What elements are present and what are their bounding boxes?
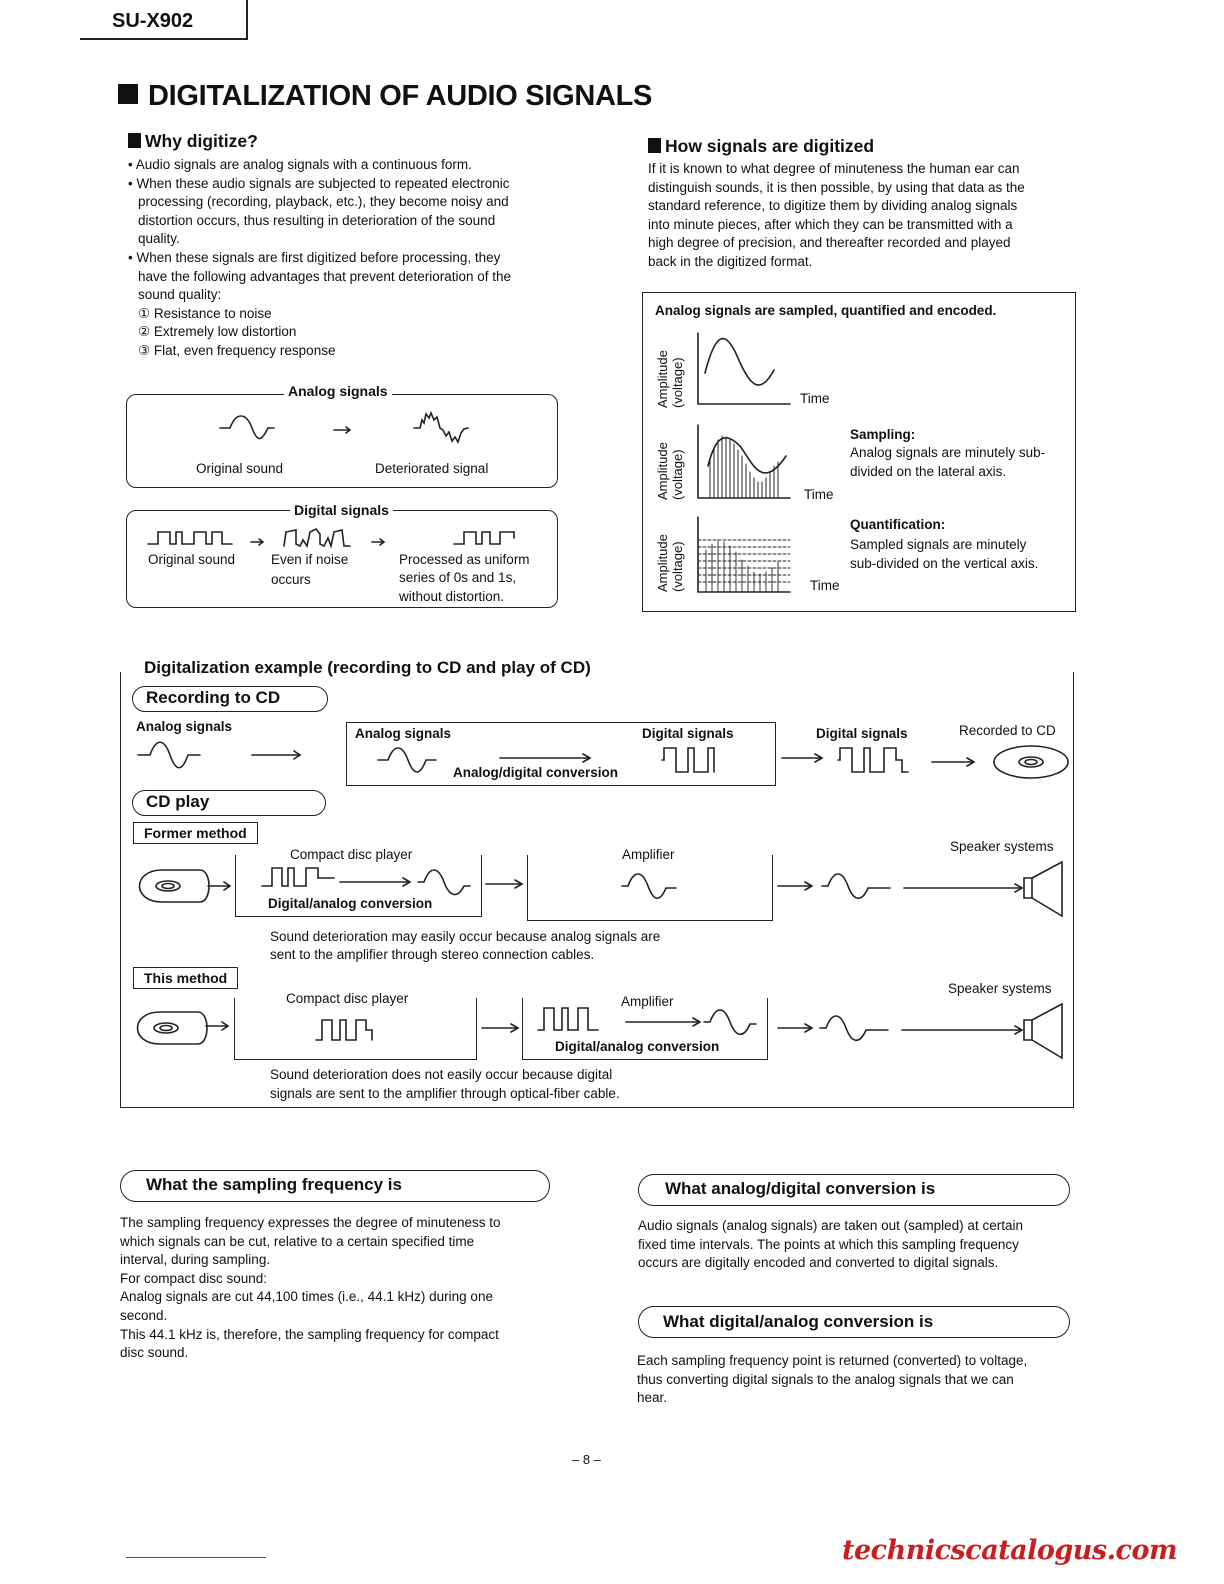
sampling-freq-heading: What the sampling frequency is <box>146 1175 402 1194</box>
amplitude-label: Amplitude <box>655 442 670 500</box>
digital-proc-label-3: without distortion. <box>399 589 505 604</box>
former-note-1: Sound deterioration may easily occur because analog signals are <box>270 929 661 944</box>
cd-disc-icon <box>140 870 210 902</box>
former-da-label: Digital/analog conversion <box>268 896 433 911</box>
model-number: SU-X902 <box>112 10 194 32</box>
time-label-2: Time <box>804 487 834 502</box>
sampling-freq-line: For compact disc sound: <box>120 1270 268 1286</box>
arrow-icon <box>778 1024 812 1032</box>
why-line: processing (recording, playback, etc.), they become noisy and <box>138 194 509 210</box>
sine-wave-icon <box>822 874 890 898</box>
arrow-icon <box>251 539 263 545</box>
why-line: sound quality: <box>138 287 222 303</box>
time-label-3: Time <box>810 578 840 593</box>
pulse-train-icon <box>148 532 232 544</box>
arrow-icon <box>902 1026 1022 1034</box>
pulse-train-icon <box>454 532 514 544</box>
sample-lines <box>710 436 778 498</box>
sine-wave-icon <box>418 870 470 895</box>
why-line: distortion occurs, thus resulting in deterioration of the sound <box>138 212 496 228</box>
recorded-to-cd-label: Recorded to CD <box>959 723 1056 738</box>
this-method-tag: This method <box>133 967 238 989</box>
digital-original-label: Original sound <box>148 552 236 567</box>
why-line: • When these signals are first digitized before processing, they <box>128 249 501 265</box>
this-note-2: signals are sent to the amplifier through optical-fiber cable. <box>270 1086 620 1101</box>
quantization-grid <box>698 540 790 592</box>
da-conv-line: Each sampling frequency point is returned (converted) to voltage, <box>637 1353 1028 1368</box>
arrow-icon <box>208 882 230 890</box>
da-conv-text <box>637 1352 1073 1408</box>
arrow-icon <box>206 1022 228 1030</box>
recording-label: Recording to CD <box>146 688 281 707</box>
time-label-1: Time <box>800 391 830 406</box>
voltage-label: (voltage) <box>670 357 685 408</box>
analog-deteriorated-label: Deteriorated signal <box>375 461 489 476</box>
footer-rule <box>126 1557 266 1558</box>
sine-wave-icon <box>820 1016 888 1040</box>
sine-wave-icon <box>378 748 436 772</box>
digital-box-title: Digital signals <box>290 501 393 520</box>
sampling-freq-line: Analog signals are cut 44,100 times (i.e., 44.1 kHz) during one <box>120 1289 493 1305</box>
former-amplifier-label: Amplifier <box>619 846 678 865</box>
arrow-icon <box>482 1024 518 1032</box>
page-title-text: DIGITALIZATION OF AUDIO SIGNALS <box>148 80 653 112</box>
pulse-train-icon <box>316 1020 372 1040</box>
da-conv-line: thus converting digital signals to the analog signals that we can <box>637 1371 1014 1387</box>
arrow-icon <box>782 754 822 762</box>
pulse-train-icon <box>662 748 714 772</box>
sampling-freq-text <box>120 1214 554 1363</box>
sampling-freq-line: which signals can be cut, relative to a certain specified time <box>120 1233 475 1249</box>
sampling-heading: Sampling: <box>850 427 916 442</box>
arrow-icon <box>932 758 974 766</box>
arrow-icon <box>778 882 812 890</box>
quant-heading: Quantification: <box>850 517 946 532</box>
arrow-icon <box>486 880 522 888</box>
ad-conv-line: Audio signals (analog signals) are taken out (sampled) at certain <box>638 1218 1023 1233</box>
rec-analog-label: Analog signals <box>136 719 233 734</box>
arrow-icon <box>372 539 384 545</box>
ad-conversion-label: Analog/digital conversion <box>453 765 619 780</box>
quant-desc-1: Sampled signals are minutely <box>850 537 1027 552</box>
digital-noise-label-2: occurs <box>271 572 311 587</box>
example-title: Digitalization example (recording to CD and play of CD) <box>140 658 595 678</box>
cd-disc-icon <box>138 1012 208 1044</box>
this-speakers-label: Speaker systems <box>948 981 1052 996</box>
how-line: distinguish sounds, it is then possible, by using that data as the <box>648 179 1025 195</box>
analog-box-title: Analog signals <box>284 382 392 401</box>
pulse-train-icon <box>262 868 334 886</box>
ad-box-analog-label: Analog signals <box>355 726 452 741</box>
why-line: ② Extremely low distortion <box>138 324 297 340</box>
how-line: If it is known to what degree of minuteness the human ear can <box>648 161 1020 176</box>
ad-conv-text <box>638 1217 1074 1273</box>
quant-desc-2: sub-divided on the vertical axis. <box>850 556 1039 571</box>
why-heading-text: Why digitize? <box>145 131 258 151</box>
page-number: – 8 – <box>572 1452 601 1467</box>
pulse-train-icon <box>838 748 908 772</box>
how-heading-text: How signals are digitized <box>665 136 875 156</box>
sine-wave-icon <box>705 339 774 385</box>
why-line: • Audio signals are analog signals with a continuous form. <box>128 157 472 172</box>
digital-noise-label-1: Even if noise <box>271 552 349 567</box>
why-line: have the following advantages that prevent deterioration of the <box>138 268 512 284</box>
arrow-icon <box>252 751 300 759</box>
arrow-icon <box>334 427 350 433</box>
why-line: • When these audio signals are subjected to repeated electronic <box>128 175 510 191</box>
voltage-label: (voltage) <box>670 449 685 500</box>
da-conv-heading: What digital/analog conversion is <box>663 1312 934 1331</box>
amplitude-label: Amplitude <box>655 350 670 408</box>
how-line: back in the digitized format. <box>648 253 813 269</box>
sampling-desc-1: Analog signals are minutely sub- <box>850 445 1046 460</box>
why-line: ③ Flat, even frequency response <box>138 342 336 358</box>
cd-play-label: CD play <box>146 792 210 811</box>
former-speakers-label: Speaker systems <box>950 839 1054 854</box>
sampling-freq-line: interval, during sampling. <box>120 1252 271 1268</box>
sampling-freq-line: second. <box>120 1307 168 1323</box>
voltage-label: (voltage) <box>670 541 685 592</box>
former-method-tag: Former method <box>133 822 258 844</box>
noisy-pulse-icon <box>284 529 350 546</box>
sine-wave-icon <box>622 874 676 898</box>
sampling-freq-line: disc sound. <box>120 1345 189 1361</box>
arrow-icon <box>904 884 1022 892</box>
how-line: into minute pieces, after which they can be transmitted with a <box>648 216 1013 232</box>
noisy-wave-icon <box>414 413 468 442</box>
ad-conv-heading: What analog/digital conversion is <box>665 1179 936 1198</box>
pulse-train-icon <box>538 1008 598 1030</box>
why-line: quality. <box>138 231 180 247</box>
sampling-freq-line: The sampling frequency expresses the degree of minuteness to <box>120 1215 501 1230</box>
why-line: ① Resistance to noise <box>138 305 272 321</box>
sampling-desc-2: divided on the lateral axis. <box>850 464 1007 479</box>
amplitude-label: Amplitude <box>655 534 670 592</box>
how-line: standard reference, to digitize them by dividing analog signals <box>648 198 1018 214</box>
da-conv-line: hear. <box>637 1390 668 1406</box>
sampling-box-title: Analog signals are sampled, quantified and encoded. <box>655 303 997 318</box>
digital-proc-label-2: series of 0s and 1s, <box>399 570 517 585</box>
arrow-icon <box>626 1018 700 1026</box>
cd-disc-icon <box>994 746 1068 778</box>
how-line: high degree of precision, and thereafter recorded and played <box>648 235 1011 251</box>
rec-digital-label: Digital signals <box>816 726 908 741</box>
sine-wave-icon <box>220 416 274 439</box>
this-amplifier-label: Amplifier <box>618 993 677 1012</box>
site-watermark[interactable]: technicscatalogus.com <box>842 1535 1178 1566</box>
axis-icon <box>698 425 790 498</box>
ad-conv-line: fixed time intervals. The points at which this sampling frequency <box>638 1236 1019 1252</box>
this-note-1: Sound deterioration does not easily occur because digital <box>270 1067 613 1082</box>
this-da-label: Digital/analog conversion <box>555 1039 720 1054</box>
former-note-2: sent to the amplifier through stereo connection cables. <box>270 947 595 962</box>
former-cd-player-label: Compact disc player <box>287 846 415 865</box>
this-cd-player-label: Compact disc player <box>283 990 411 1009</box>
digital-proc-label-1: Processed as uniform <box>399 552 530 567</box>
sine-wave-icon <box>138 742 200 768</box>
ad-conv-line: occurs are digitally encoded and converted to digital signals. <box>638 1255 999 1271</box>
analog-original-label: Original sound <box>196 461 284 476</box>
ad-box-digital-label: Digital signals <box>642 726 734 741</box>
arrow-icon <box>340 878 410 886</box>
sine-wave-icon <box>704 1010 756 1034</box>
speaker-icon <box>1024 1004 1062 1058</box>
sampling-freq-line: This 44.1 kHz is, therefore, the sampling frequency for compact <box>120 1326 499 1342</box>
arrow-icon <box>500 754 590 762</box>
speaker-icon <box>1024 862 1062 916</box>
axis-icon <box>698 333 790 404</box>
